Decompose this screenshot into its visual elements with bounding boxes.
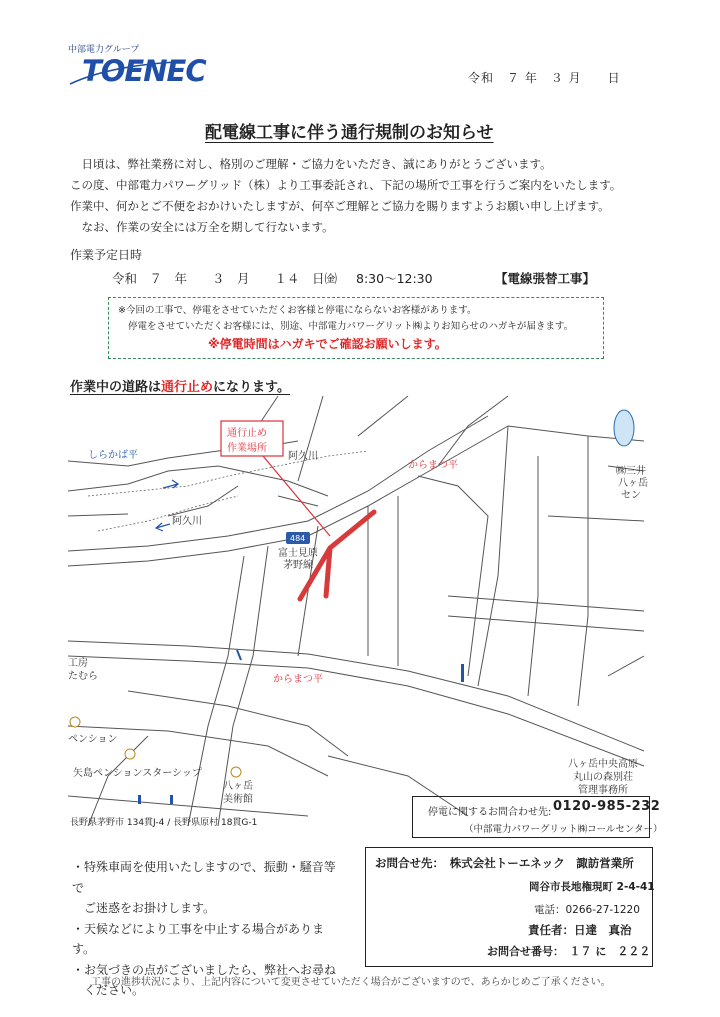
schedule-label: 作業予定日時 — [70, 248, 143, 262]
intro-text — [70, 154, 670, 238]
power-contact-label: 停電に関するお問合わせ先: — [428, 807, 552, 818]
poi-label: たむら — [68, 671, 98, 682]
power-contact-center: （中部電力パワーグリット㈱コールセンター） — [464, 824, 663, 835]
road-heading-suffix: になります。 — [213, 380, 290, 395]
footer-note: 工事の進捗状況により、上記内容について変更させていただく場合がございますので、あらかじめご了承ください。 — [91, 977, 611, 988]
river-label: 阿久川 — [288, 451, 318, 462]
place-label: しらかば平 — [88, 450, 138, 461]
outage-notice-line: 停電をさせていただくお客様には、別途、中部電力パワーグリット㈱よりお知らせのハガキが届きます。 — [128, 321, 574, 332]
intro-line: なお、作業の安全には万全を期して行ないます。 — [70, 220, 334, 234]
schedule-date: 令和 ７ 年 ３ 月 １４ 日㈮ — [112, 271, 338, 286]
work-kind: 【電線張替工事】 — [495, 271, 596, 286]
note-item: ご迷惑をお掛けします。 — [72, 901, 216, 915]
poi-label: 美術館 — [223, 794, 253, 805]
road-heading-highlight: 通行止め — [161, 380, 214, 395]
poi-label: 丸山の森別荘 — [573, 772, 633, 783]
note-item: ください。 — [72, 983, 145, 997]
road-closure-heading — [70, 376, 290, 395]
intro-line: 日頃は、弊社業務に対し、格別のご理解・ご協力をいただき、誠にありがとうございます。 — [70, 157, 552, 171]
schedule-time: 8:30～12:30 — [356, 271, 433, 286]
river-label: 阿久川 — [172, 516, 202, 527]
poi-label: セン — [621, 490, 641, 501]
inquiry-phone[interactable]: 電話：0266-27-1220 — [534, 904, 640, 916]
route-number: 484 — [290, 534, 306, 543]
power-contact-number[interactable]: 0120-985-232 — [553, 799, 661, 814]
note-item: ・特殊車両を使用いたしますので、振動・騒音等で — [72, 860, 336, 895]
poi-label: 管理事務所 — [578, 785, 628, 796]
page-title: 配電線工事に伴う通行規制のお知らせ — [205, 123, 494, 143]
outage-notice-line: ※今回の工事で、停電をさせていただくお客様と停電にならないお客様があります。 — [118, 305, 477, 316]
pond — [614, 410, 634, 446]
company-logo: TOENEC — [82, 54, 206, 88]
callout-label: 作業場所 — [227, 443, 267, 454]
poi-label: 八ヶ岳 — [223, 781, 253, 792]
route-name: 富士見原 — [278, 548, 318, 559]
site-map — [68, 396, 648, 826]
poi-label: ペンション — [68, 734, 118, 745]
note-item: ・天候などにより工事を中止する場合があります。 — [72, 921, 325, 956]
route-name: 茅野線 — [283, 560, 313, 571]
place-label: からまつ平 — [408, 460, 458, 471]
road-heading-prefix: 作業中の道路は — [70, 380, 162, 395]
notice-date: 令和 ７ 年 ３ 月 日 — [468, 71, 621, 85]
logo-group-text: 中部電力グループ — [68, 45, 140, 55]
poi-label: 八ヶ岳 — [618, 478, 648, 489]
place-label: からまつ平 — [273, 674, 323, 685]
poi-label: 八ヶ岳中央高原 — [568, 759, 638, 770]
callout-label: 通行止め — [227, 428, 267, 439]
map-reference: 長野県茅野市 134貫J-4 / 長野県原村 18貫G-1 — [70, 818, 258, 828]
intro-line: この度、中部電力パワーグリッド（株）より工事委託され、下記の場所で工事を行うご案内をいたします。 — [70, 178, 622, 192]
poi-label: 工房 — [68, 658, 88, 669]
intro-line: 作業中、何かとご不便をおかけいたしますが、何卒ご理解とご協力を賜りますようお願い申し上げます。 — [70, 199, 610, 213]
inquiry-manager: 責任者：日達 真治 — [528, 923, 632, 937]
inquiry-company: お問合せ先： 株式会社トーエネック 諏訪営業所 — [375, 856, 634, 870]
poi-label: ㈱三井 — [616, 466, 646, 477]
inquiry-number: お問合せ番号： １７ に ２２２ — [487, 945, 651, 958]
note-item: ・お気づきの点がございましたら、弊社へお尋ね — [72, 962, 337, 977]
poi-label: 矢島ペンションスターシップ — [73, 768, 202, 779]
inquiry-address: 岡谷市長地権現町 2-4-41 — [529, 881, 655, 893]
outage-notice-emphasis: ※停電時間はハガキでご確認お願いします。 — [208, 337, 447, 351]
